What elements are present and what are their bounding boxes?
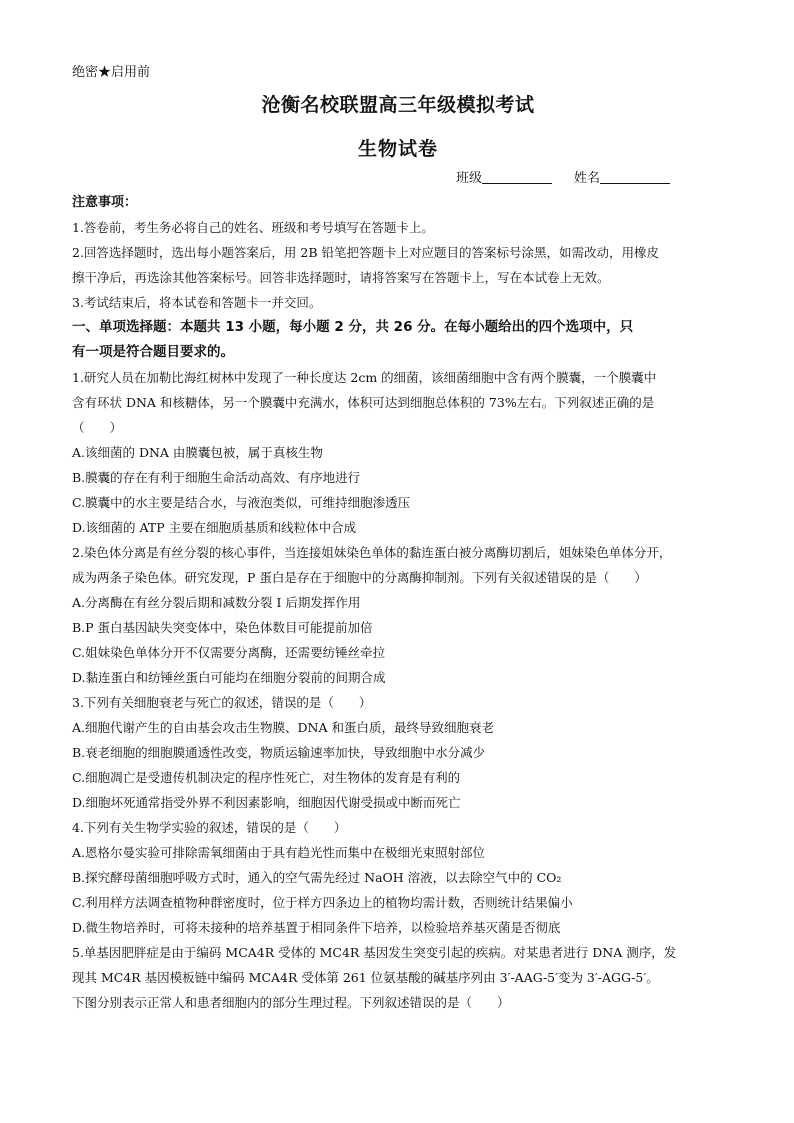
question-option: C.细胞凋亡是受遗传机制决定的程序性死亡，对生物体的发育是有利的 <box>72 770 461 785</box>
question-option: D.微生物培养时，可将未接种的培养基置于相同条件下培养，以检验培养基灭菌是否彻底 <box>72 920 561 935</box>
exam-title: 沧衡名校联盟高三年级模拟考试 <box>261 94 535 116</box>
question-option: B.衰老细胞的细胞膜通透性改变，物质运输速率加快，导致细胞中水分减少 <box>72 745 486 760</box>
notice-line: 2.回答选择题时，选出每小题答案后，用 2B 铅笔把答题卡上对应题目的答案标号涂黑，如需改动，用橡皮 <box>72 245 660 260</box>
question-option: D.细胞坏死通常指受外界不利因素影响，细胞因代谢受损或中断而死亡 <box>72 795 461 810</box>
question-option: C.膜囊中的水主要是结合水，与液泡类似，可维持细胞渗透压 <box>72 495 411 510</box>
question-option: D.该细菌的 ATP 主要在细胞质基质和线粒体中合成 <box>72 520 357 535</box>
student-info-line <box>72 168 724 190</box>
question-stem: 3.下列有关细胞衰老与死亡的叙述，错误的是（ ） <box>72 695 372 710</box>
notice-line: 3.考试结束后，将本试卷和答题卡一并交回。 <box>72 295 322 310</box>
question-stem: 5.单基因肥胖症是由于编码 MCA4R 受体的 MC4R 基因发生突变引起的疾病。对某患者进行 DNA 测序，发 <box>72 945 677 960</box>
class-label: 班级 <box>456 171 483 186</box>
question-option: A.细胞代谢产生的自由基会攻击生物膜、DNA 和蛋白质，最终导致细胞衰老 <box>72 720 494 735</box>
question-stem: 下图分别表示正常人和患者细胞内的部分生理过程。下列叙述错误的是（ ） <box>72 995 510 1010</box>
question-stem: （ ） <box>72 420 123 435</box>
name-blank <box>600 169 670 184</box>
exam-subtitle: 生物试卷 <box>357 138 438 160</box>
notice-heading: 注意事项： <box>72 195 138 210</box>
question-option: A.该细菌的 DNA 由膜囊包被，属于真核生物 <box>72 445 323 460</box>
question-option: C.姐妹染色单体分开不仅需要分离酶，还需要纺锤丝牵拉 <box>72 645 386 660</box>
question-option: A.分离酶在有丝分裂后期和减数分裂 I 后期发挥作用 <box>72 595 361 610</box>
question-stem: 2.染色体分离是有丝分裂的核心事件，当连接姐妹染色单体的黏连蛋白被分离酶切割后，姐妹染色单体分开， <box>72 545 672 560</box>
question-stem: 现其 MC4R 基因模板链中编码 MCA4R 受体第 261 位氨基酸的碱基序列由 3′-AAG-5′变为 3′-AGG-5′。 <box>72 970 659 985</box>
question-stem: 含有环状 DNA 和核糖体，另一个膜囊中充满水，体积可达到细胞总体积的 73%左右。下列叙述正确的是 <box>72 395 655 410</box>
question-option: C.利用样方法调查植物种群密度时，位于样方四条边上的植物均需计数，否则统计结果偏小 <box>72 895 573 910</box>
section-heading: 有一项是符合题目要求的。 <box>72 344 234 360</box>
question-stem: 1.研究人员在加勒比海红树林中发现了一种长度达 2cm 的细菌，该细菌细胞中含有两个膜囊，一个膜囊中 <box>72 370 657 385</box>
question-stem: 4.下列有关生物学实验的叙述，错误的是（ ） <box>72 820 347 835</box>
question-option: B.P 蛋白基因缺失突变体中，染色体数目可能提前加倍 <box>72 620 373 635</box>
confidential-label: 绝密★启用前 <box>72 65 151 80</box>
notice-line: 1.答卷前，考生务必将自己的姓名、班级和考号填写在答题卡上。 <box>72 220 434 235</box>
question-option: A.恩格尔曼实验可排除需氧细菌由于具有趋光性而集中在极细光束照射部位 <box>72 845 486 860</box>
notice-line: 擦干净后，再选涂其他答案标号。回答非选择题时，请将答案写在答题卡上，写在本试卷上无效。 <box>72 270 610 285</box>
question-option: D.黏连蛋白和纺锤丝蛋白可能均在细胞分裂前的间期合成 <box>72 670 386 685</box>
name-label: 姓名 <box>574 171 601 186</box>
question-stem: 成为两条子染色体。研究发现，P 蛋白是存在于细胞中的分离酶抑制剂。下列有关叙述错误的是（ ） <box>72 570 647 585</box>
question-option: B.探究酵母菌细胞呼吸方式时，通入的空气需先经过 NaOH 溶液，以去除空气中的 CO₂ <box>72 870 562 885</box>
section-heading: 一、单项选择题：本题共 13 小题，每小题 2 分，共 26 分。在每小题给出的四个选项中，只 <box>72 319 634 335</box>
question-option: B.膜囊的存在有利于细胞生命活动高效、有序地进行 <box>72 470 361 485</box>
class-blank <box>482 169 552 184</box>
